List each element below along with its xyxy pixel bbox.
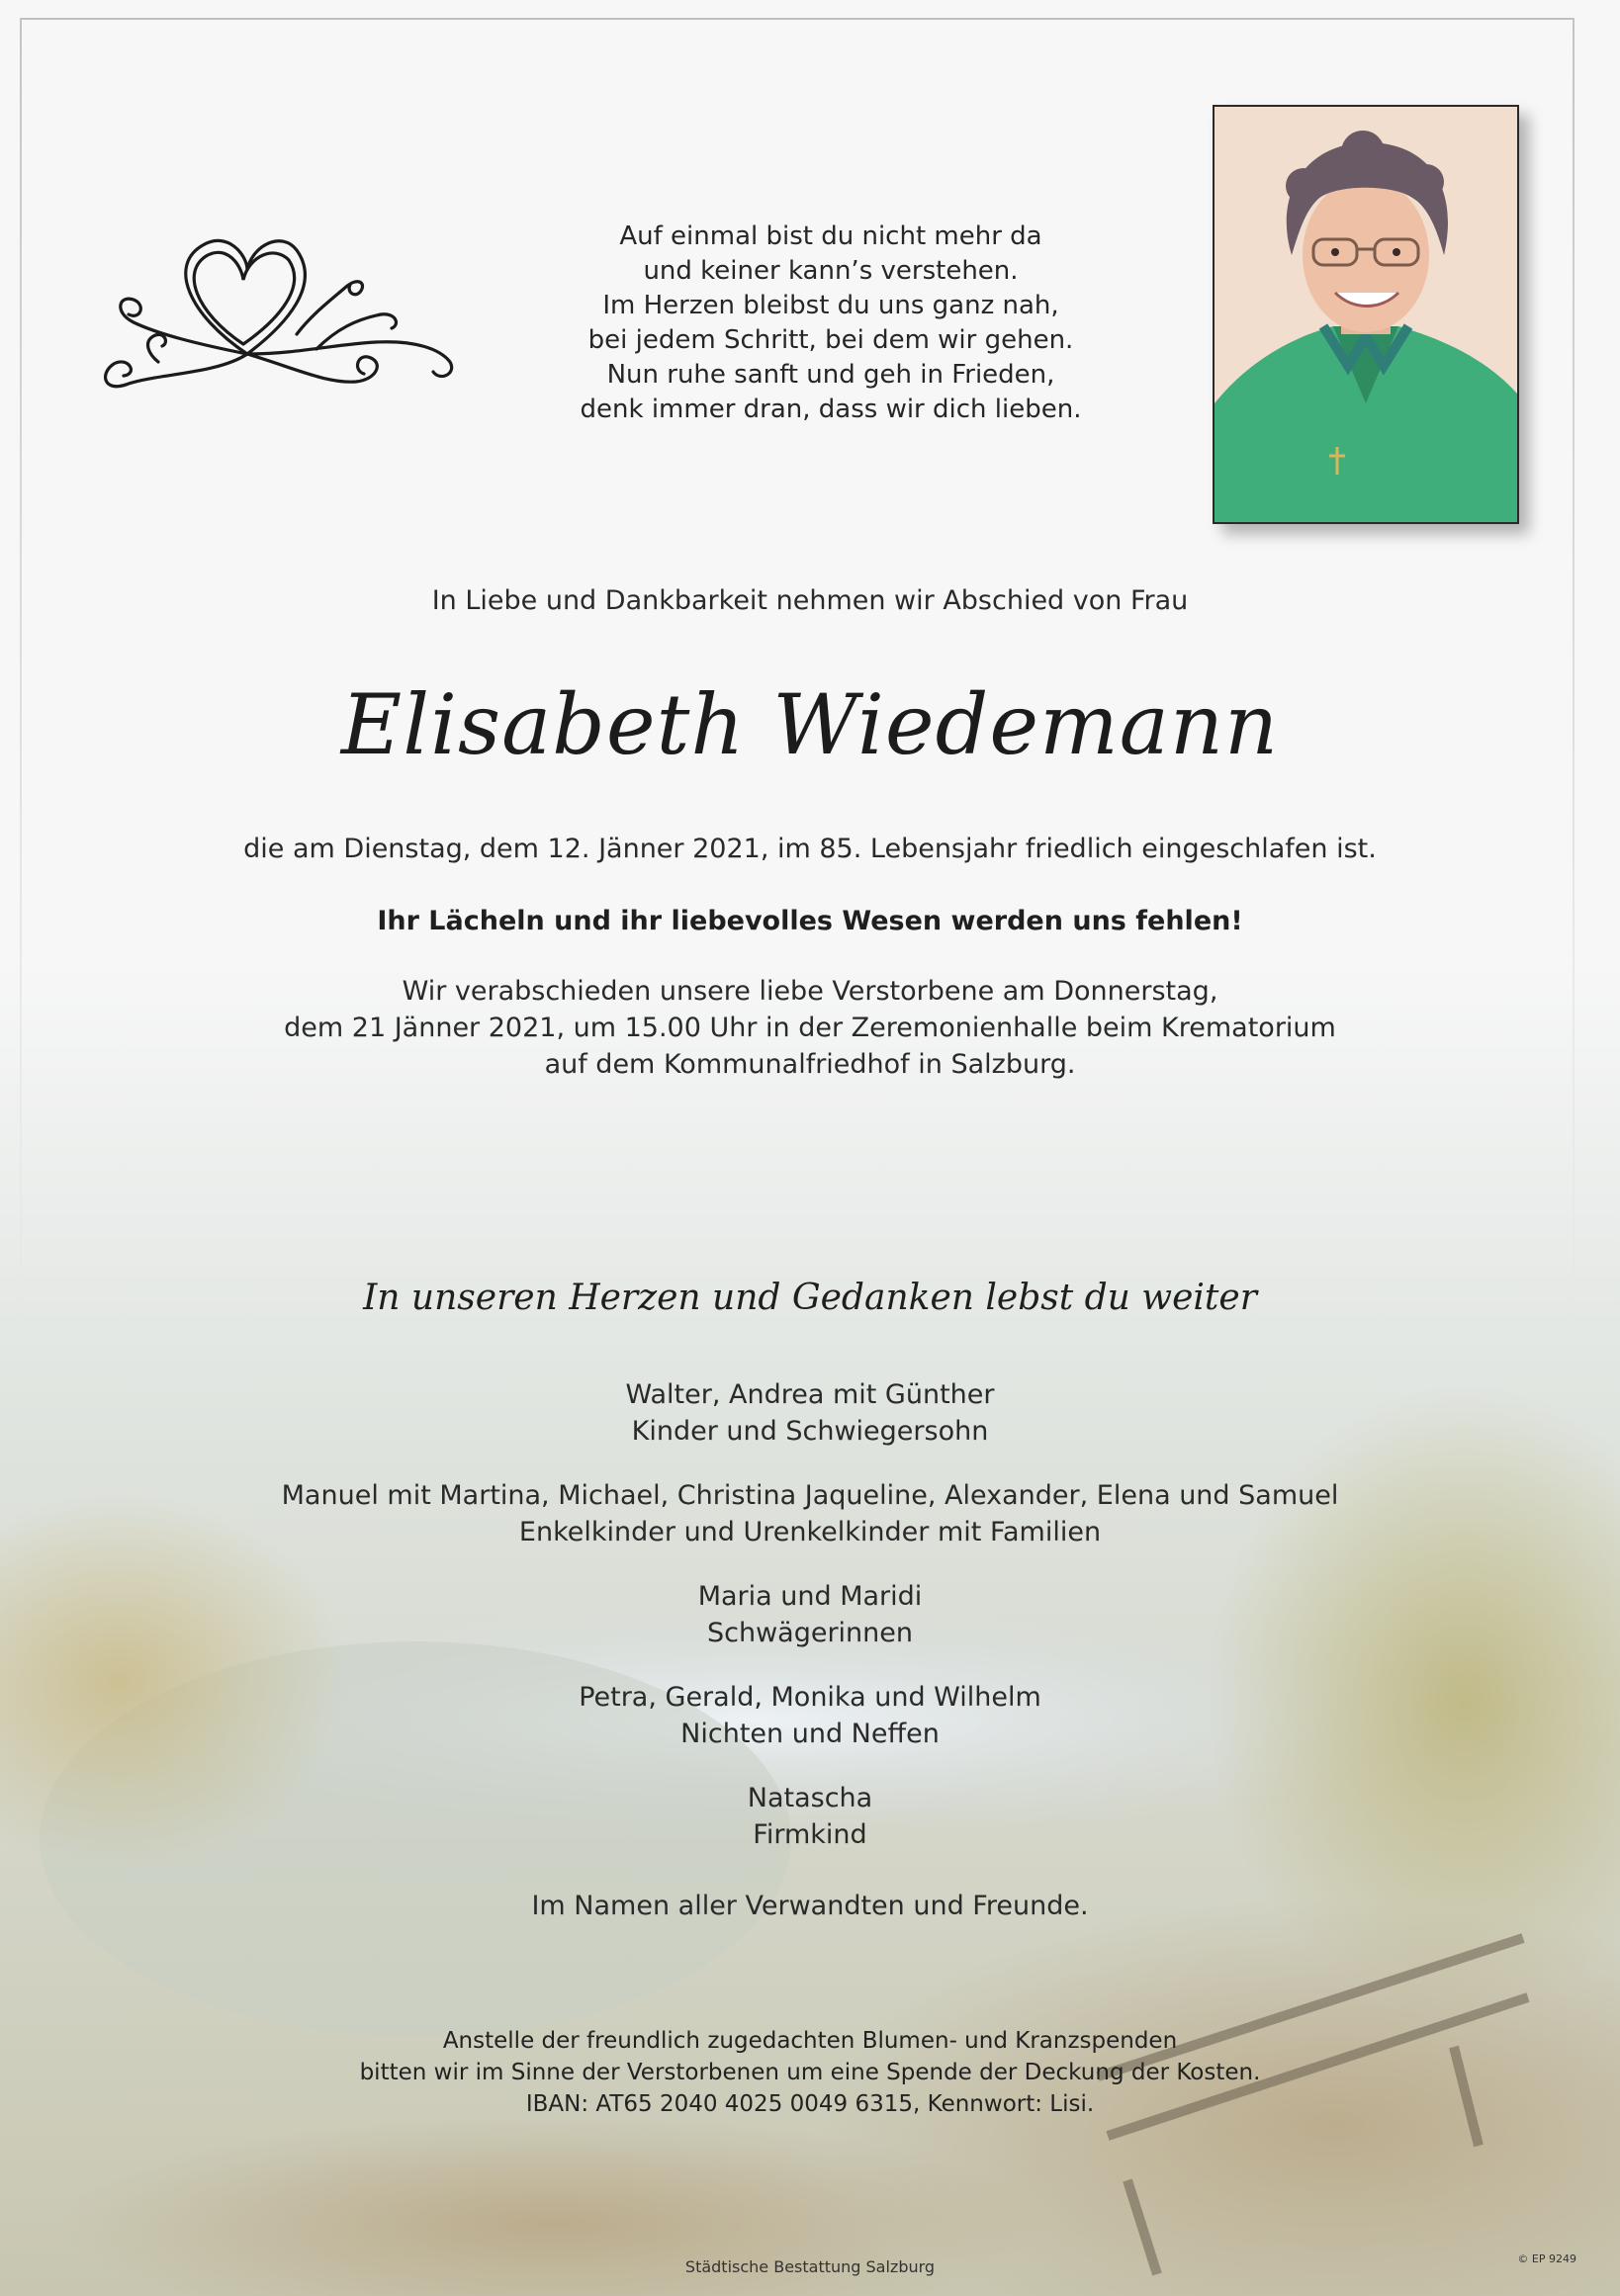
heart-swirl-icon: [99, 225, 465, 413]
mourner-group: [0, 1477, 1620, 1550]
frame-top-border: [20, 18, 1573, 20]
intro-text: In Liebe und Dankbarkeit nehmen wir Abschied von Frau: [431, 585, 1189, 616]
donation-line: bitten wir im Sinne der Verstorbenen um eine Spende der Deckung der Kosten.: [359, 2060, 1261, 2085]
portrait-photo: [1213, 105, 1519, 524]
tribute-text: Ihr Lächeln und ihr liebevolles Wesen werden uns fehlen!: [377, 906, 1243, 936]
funeral-line: dem 21 Jänner 2021, um 15.00 Uhr in der Zeremonienhalle beim Krematorium: [284, 1013, 1336, 1043]
mourners-list: [0, 1376, 1620, 1881]
mourner-names: Walter, Andrea mit Günther: [625, 1379, 995, 1410]
mourner-relation: Kinder und Schwiegersohn: [631, 1416, 989, 1447]
donation-line: IBAN: AT65 2040 4025 0049 6315, Kennwort: Lisi.: [525, 2091, 1095, 2117]
mourner-relation: Enkelkinder und Urenkelkinder mit Familien: [518, 1517, 1102, 1547]
motto: In unseren Herzen und Gedanken lebst du weiter: [363, 1278, 1257, 1318]
document-code: © EP 9249: [1517, 2252, 1576, 2265]
frame-right-border: [1573, 18, 1575, 1323]
donation-note: [0, 2025, 1620, 2120]
poem-line: und keiner kann’s verstehen.: [643, 256, 1019, 286]
poem-line: Nun ruhe sanft und geh in Frieden,: [606, 360, 1055, 390]
mourner-group: [0, 1780, 1620, 1853]
mourner-relation: Firmkind: [753, 1819, 867, 1850]
poem-line: Im Herzen bleibst du uns ganz nah,: [602, 291, 1059, 320]
mourner-group: [0, 1376, 1620, 1450]
mourner-group: [0, 1679, 1620, 1752]
poem: [514, 220, 1147, 427]
mourner-group: [0, 1578, 1620, 1651]
deceased-name: Elisabeth Wiedemann: [340, 676, 1280, 773]
poem-line: denk immer dran, dass wir dich lieben.: [580, 395, 1082, 424]
closing-text: Im Namen aller Verwandten und Freunde.: [531, 1891, 1089, 1921]
funeral-line: Wir verabschieden unsere liebe Verstorbene am Donnerstag,: [402, 976, 1218, 1007]
mourner-relation: Nichten und Neffen: [680, 1719, 940, 1749]
mourner-names: Manuel mit Martina, Michael, Christina Jaqueline, Alexander, Elena und Samuel: [281, 1480, 1339, 1511]
portrait-illustration: [1215, 107, 1517, 522]
mourner-names: Maria und Maridi: [697, 1581, 923, 1612]
donation-line: Anstelle der freundlich zugedachten Blumen- und Kranzspenden: [442, 2028, 1178, 2054]
funeral-home-footer: Städtische Bestattung Salzburg: [684, 2257, 936, 2276]
mourner-relation: Schwägerinnen: [706, 1618, 914, 1648]
poem-line: Auf einmal bist du nicht mehr da: [619, 221, 1042, 251]
poem-line: bei jedem Schritt, bei dem wir gehen.: [587, 325, 1074, 355]
frame-left-border: [20, 18, 22, 1323]
mourner-names: Petra, Gerald, Monika und Wilhelm: [579, 1682, 1041, 1713]
funeral-line: auf dem Kommunalfriedhof in Salzburg.: [544, 1049, 1076, 1080]
funeral-details: [0, 973, 1620, 1083]
mourner-names: Natascha: [747, 1783, 873, 1813]
death-date-text: die am Dienstag, dem 12. Jänner 2021, im 85. Lebensjahr friedlich eingeschlafen ist.: [243, 834, 1377, 864]
